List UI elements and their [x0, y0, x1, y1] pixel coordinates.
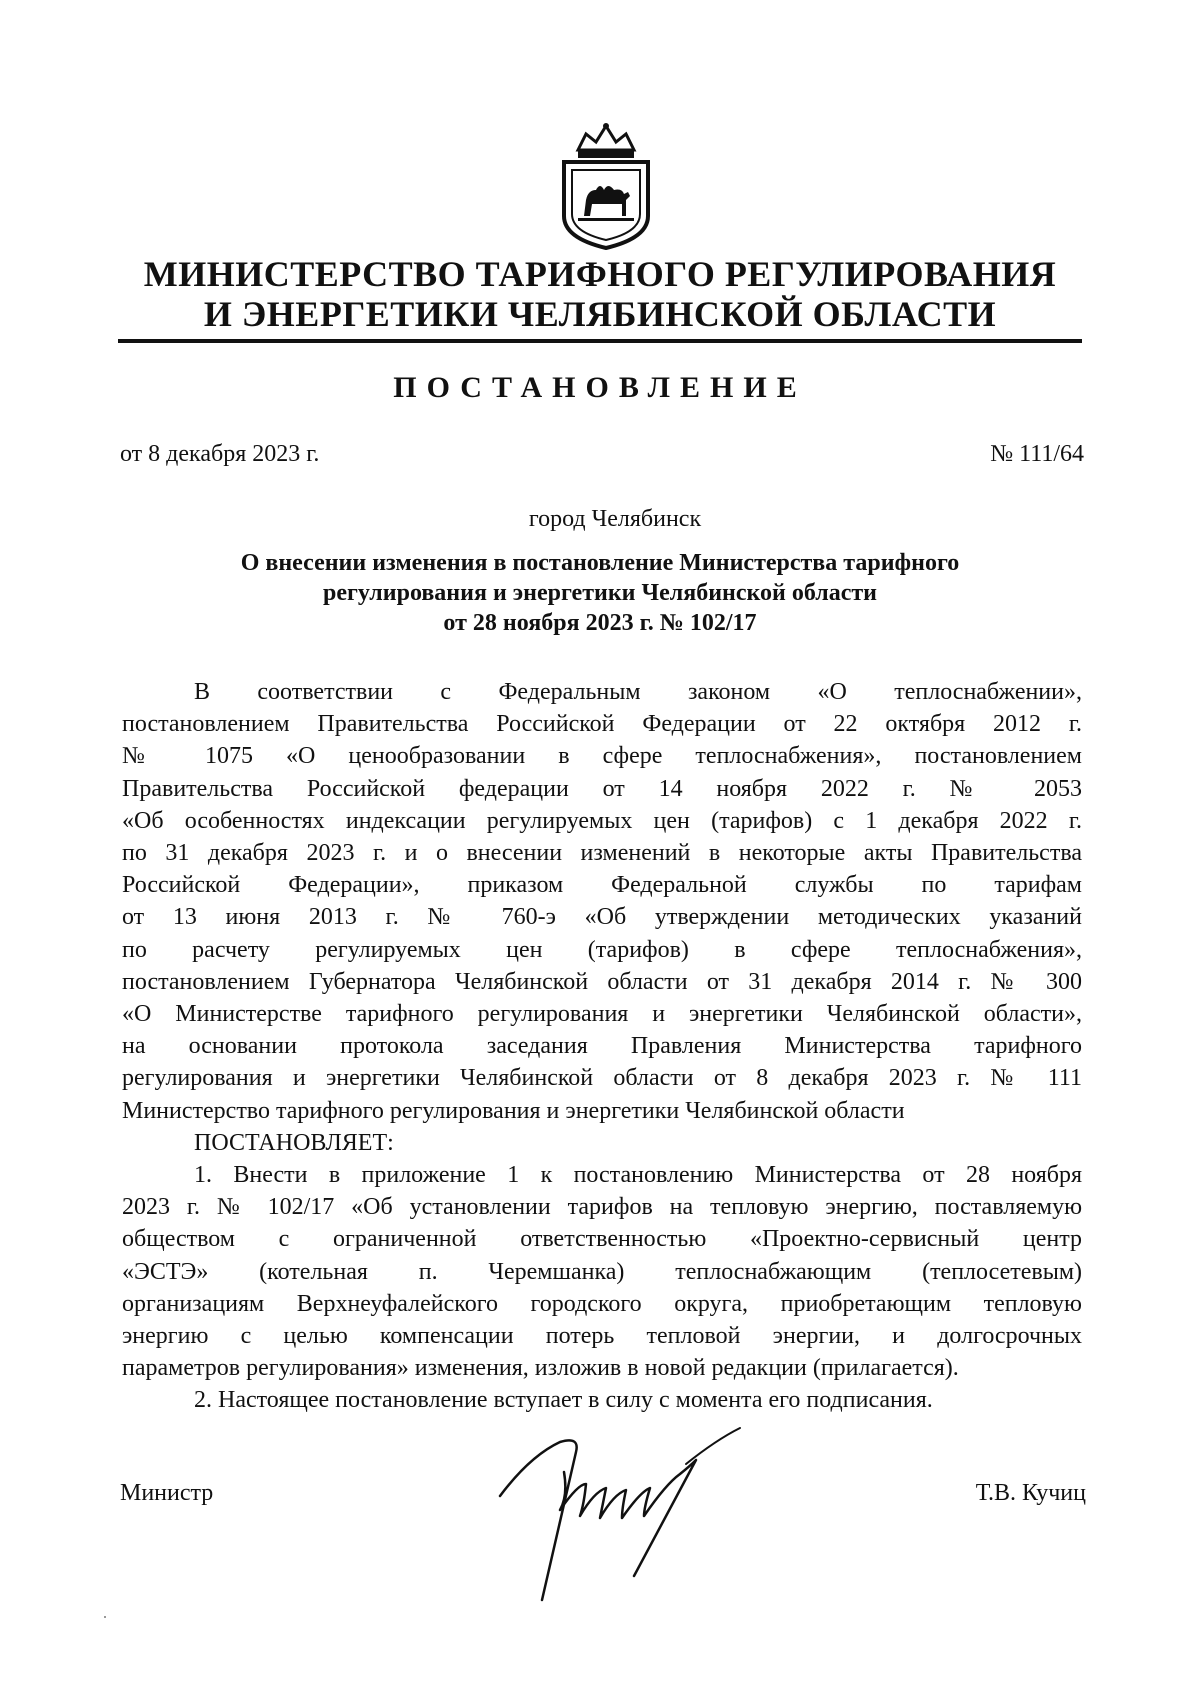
document-body [122, 676, 1082, 1417]
subject-line: О внесении изменения в постановление Министерства тарифного [240, 550, 960, 576]
item1-line: организациям Верхнеуфалейского городского округа, приобретающим тепловую [122, 1290, 1082, 1317]
preamble-line: регулирования и энергетики Челябинской области от 8 декабря 2023 г. № 111 [122, 1065, 1082, 1092]
document-subject [150, 548, 1050, 638]
preamble-line: от 13 июня 2013 г. № 760-э «Об утверждении методических указаний [122, 904, 1082, 931]
subject-line: регулирования и энергетики Челябинской области [323, 580, 877, 606]
item1-line: обществом с ограниченной ответственностью «Проектно-сервисный центр [122, 1226, 1082, 1253]
preamble-line: постановлением Губернатора Челябинской области от 31 декабря 2014 г. № 300 [122, 968, 1082, 995]
ministry-name-line2: И ЭНЕРГЕТИКИ ЧЕЛЯБИНСКОЙ ОБЛАСТИ [203, 294, 997, 334]
preamble-line: № 1075 «О ценообразовании в сфере теплоснабжения», постановлением [122, 743, 1082, 770]
preamble-line: по расчету регулируемых цен (тарифов) в сфере теплоснабжения», [122, 936, 1082, 963]
preamble-line: на основании протокола заседания Правления Министерства тарифного [122, 1033, 1082, 1060]
preamble-line: Российской Федерации», приказом Федеральной службы по тарифам [122, 872, 1082, 899]
decree-word: ПОСТАНОВЛЯЕТ: [194, 1129, 394, 1156]
document-city: город Челябинск [528, 506, 702, 532]
document-date: от 8 декабря 2023 г. [120, 441, 320, 467]
item1-line: 2023 г. № 102/17 «Об установлении тарифов на тепловую энергию, поставляемую [122, 1194, 1082, 1221]
scan-artifact [104, 1616, 106, 1618]
item2-line: 2. Настоящее постановление вступает в силу с момента его подписания. [194, 1387, 933, 1414]
ministry-name-line1: МИНИСТЕРСТВО ТАРИФНОГО РЕГУЛИРОВАНИЯ [143, 254, 1057, 294]
item1-line: 1. Внести в приложение 1 к постановлению Министерства от 28 ноября [194, 1162, 1082, 1189]
preamble-line: «О Министерстве тарифного регулирования и энергетики Челябинской области», [122, 1001, 1082, 1028]
coat-of-arms-icon [556, 120, 656, 250]
signatory-name: Т.В. Кучиц [975, 1480, 1086, 1506]
item1-line: энергию с целью компенсации потерь тепловой энергии, и долгосрочных [122, 1323, 1082, 1350]
preamble-line: постановлением Правительства Российской Федерации от 22 октября 2012 г. [122, 711, 1082, 738]
preamble-line: «Об особенностях индексации регулируемых цен (тарифов) с 1 декабря 2022 г. [122, 807, 1082, 834]
header-divider [118, 339, 1082, 343]
preamble-line: по 31 декабря 2023 г. и о внесении изменений в некоторые акты Правительства [122, 840, 1082, 867]
item1-line: параметров регулирования» изменения, изложив в новой редакции (прилагается). [122, 1355, 959, 1382]
subject-line: от 28 ноября 2023 г. № 102/17 [443, 610, 757, 636]
document-number: № 111/64 [990, 441, 1084, 467]
preamble-line: Министерство тарифного регулирования и энергетики Челябинской области [122, 1097, 905, 1124]
preamble-line: Правительства Российской федерации от 14 ноября 2022 г. № 2053 [122, 775, 1082, 802]
preamble-line: В соответствии с Федеральным законом «О теплоснабжении», [194, 679, 1082, 705]
document-type-heading: ПОСТАНОВЛЕНИЕ [393, 371, 807, 404]
handwritten-signature-icon [490, 1400, 770, 1620]
item1-line: «ЭСТЭ» (котельная п. Черемшанка) теплоснабжающим (теплосетевым) [122, 1258, 1082, 1285]
signatory-title: Министр [120, 1480, 214, 1506]
